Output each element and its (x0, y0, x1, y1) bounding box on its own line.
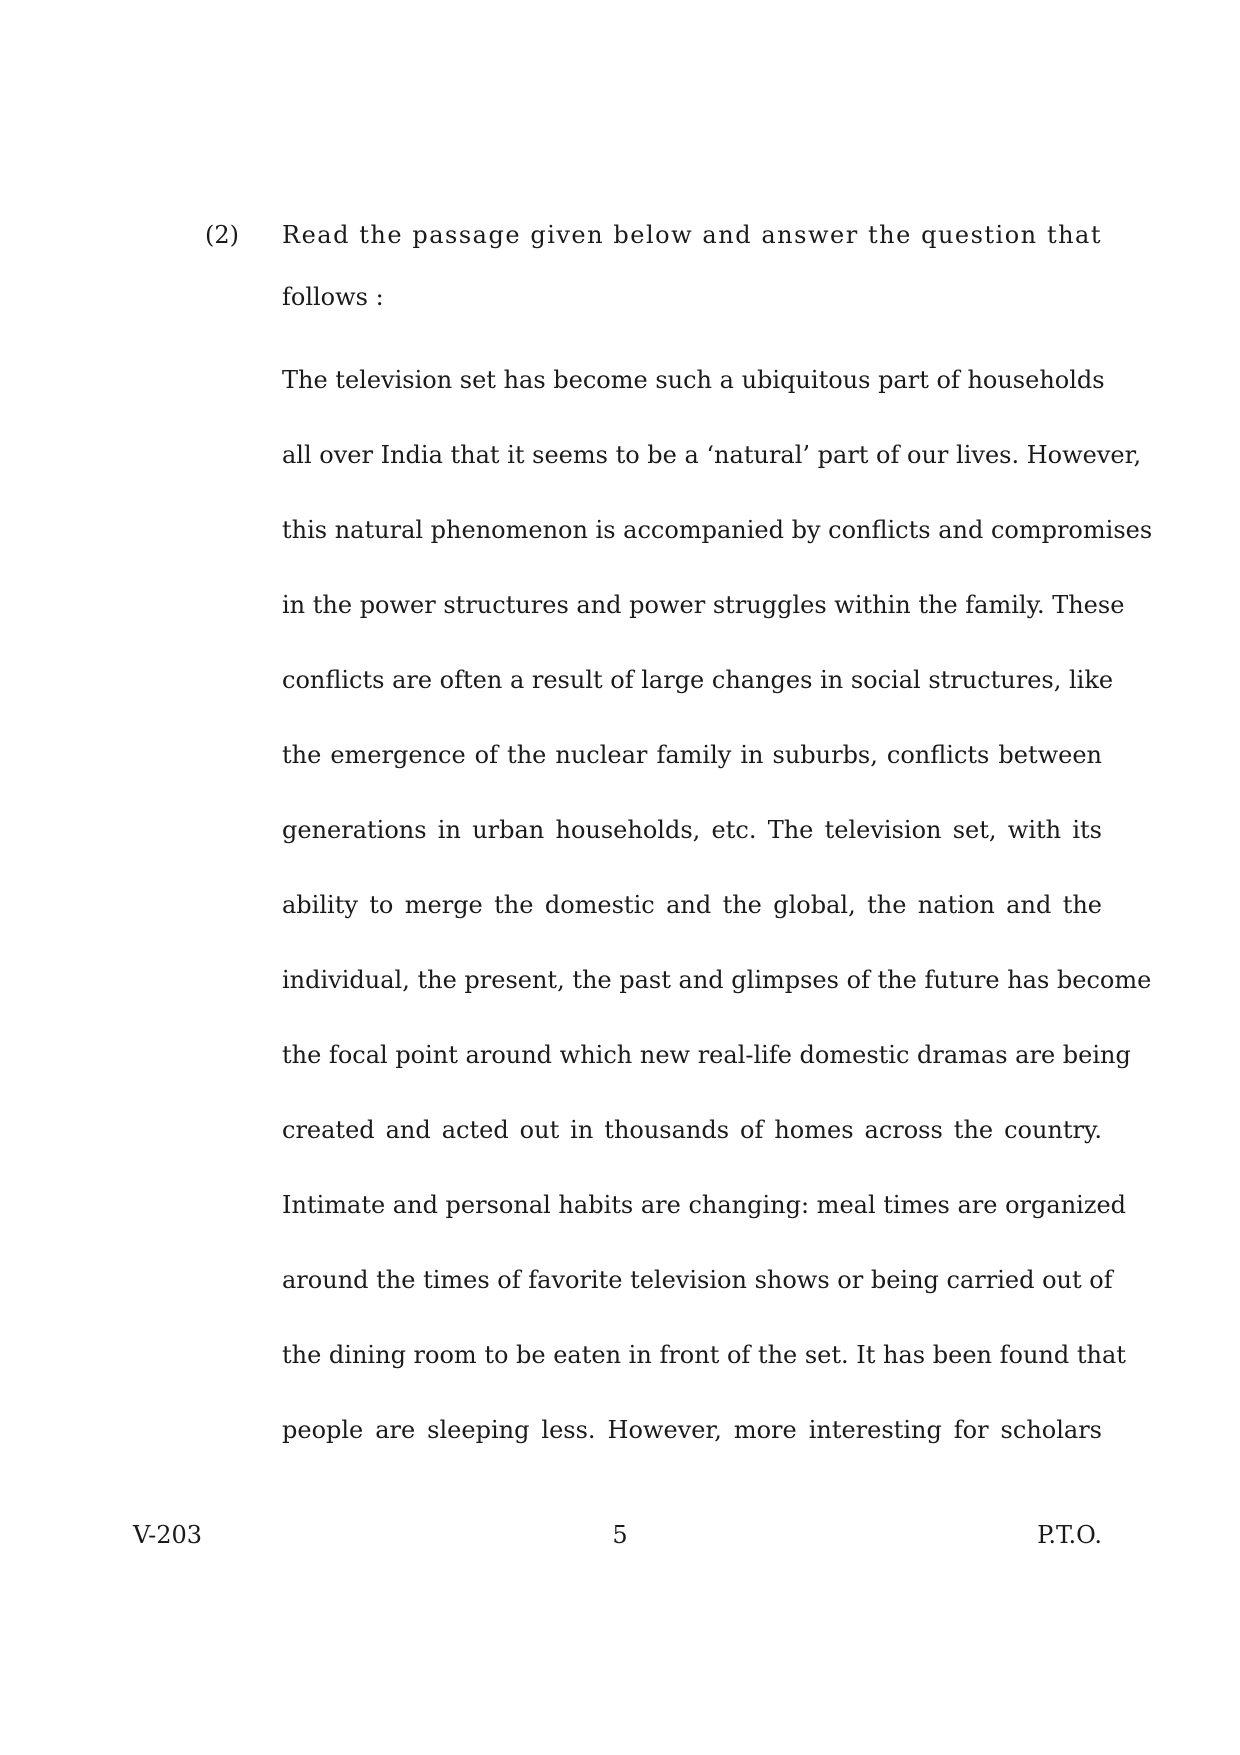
passage-line: created and acted out in thousands of homes across the country. (282, 1116, 1102, 1144)
passage-line: people are sleeping less. However, more interesting for scholars (282, 1416, 1102, 1444)
passage-line: the emergence of the nuclear family in suburbs, conflicts between (282, 741, 1102, 769)
page-number: 5 (612, 1521, 628, 1549)
passage-line: the focal point around which new real-life domestic dramas are being (282, 1041, 1131, 1069)
passage-line: ability to merge the domestic and the global, the nation and the (282, 891, 1102, 919)
question-instruction (282, 218, 1102, 314)
question-number: (2) (205, 221, 239, 249)
passage-line: around the times of favorite television shows or being carried out of (282, 1266, 1113, 1294)
passage-line: conflicts are often a result of large changes in social structures, like (282, 666, 1114, 694)
instruction-line: Read the passage given below and answer the question that (282, 221, 1102, 249)
passage-line: The television set has become such a ubiquitous part of households (282, 366, 1105, 394)
paper-code: V-203 (133, 1521, 203, 1549)
passage-line: all over India that it seems to be a ‘natural’ part of our lives. However, (282, 441, 1142, 469)
passage-line: in the power structures and power struggles within the family. These (282, 591, 1125, 619)
passage-line: Intimate and personal habits are changing: meal times are organized (282, 1191, 1127, 1219)
instruction-line: follows : (282, 283, 384, 311)
passage (282, 363, 1153, 1488)
passage-line: individual, the present, the past and glimpses of the future has become (282, 966, 1152, 994)
passage-line: this natural phenomenon is accompanied by conflicts and compromises (282, 516, 1153, 544)
passage-line: the dining room to be eaten in front of the set. It has been found that (282, 1341, 1126, 1369)
pto-note: P.T.O. (1037, 1521, 1102, 1549)
passage-line: generations in urban households, etc. The television set, with its (282, 816, 1102, 844)
